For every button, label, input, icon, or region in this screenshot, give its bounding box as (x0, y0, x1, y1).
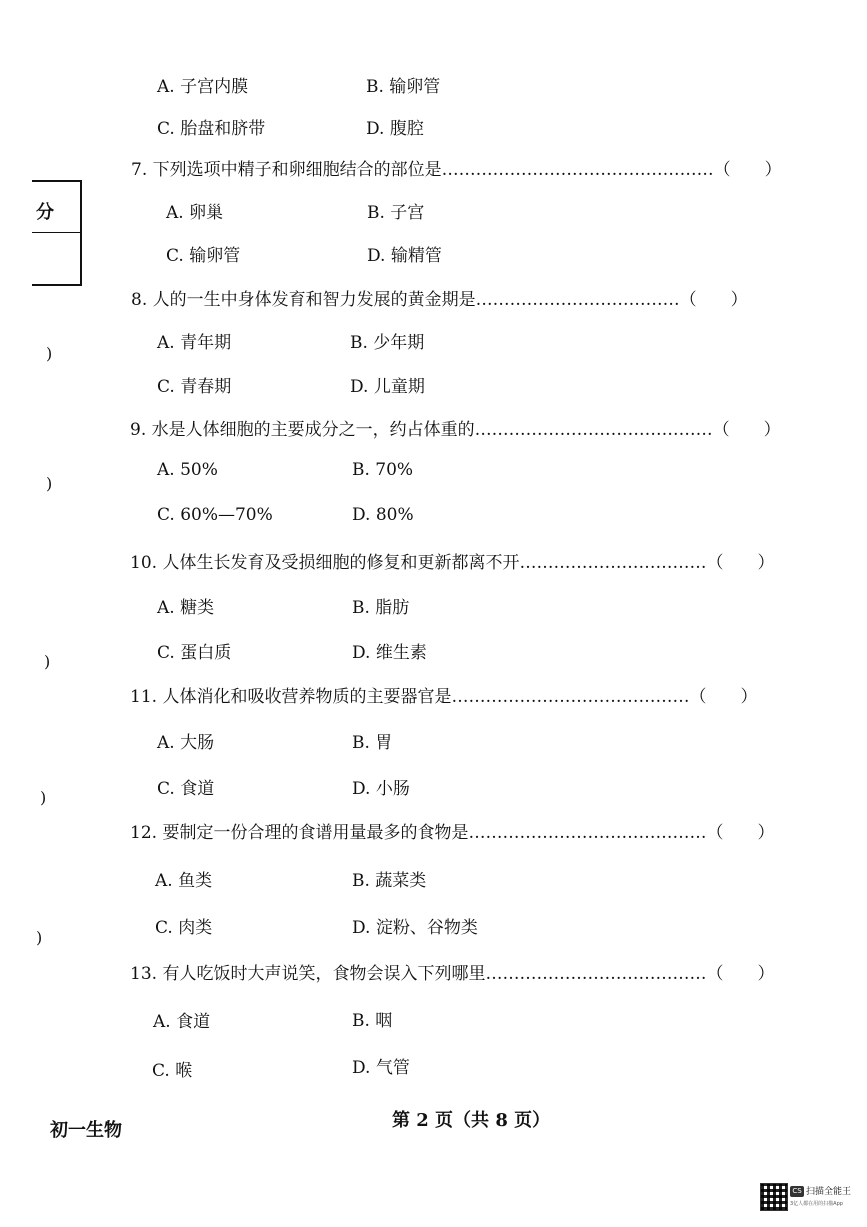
scanner-brand: 扫描全能王 (806, 1187, 852, 1197)
option-11c: C. 食道 (157, 779, 215, 799)
option-12b: B. 蔬菜类 (352, 871, 427, 891)
question-13: 13. 有人吃饭时大声说笑，食物会误入下列哪里…………………………………（ ） (130, 964, 775, 984)
option-8b: B. 少年期 (350, 333, 425, 353)
option-7a: A. 卵巢 (166, 203, 224, 223)
option-7d: D. 输精管 (367, 246, 442, 266)
option-12a: A. 鱼类 (155, 871, 213, 891)
option-13b: B. 咽 (352, 1011, 393, 1031)
option-7c: C. 输卵管 (166, 246, 241, 266)
question-10: 10. 人体生长发育及受损细胞的修复和更新都离不开……………………………（ ） (130, 553, 775, 573)
footer-subject: 初一生物 (50, 1120, 122, 1141)
edge-paren: ) (46, 474, 53, 493)
question-12: 12. 要制定一份合理的食谱用量最多的食物是……………………………………（ ） (130, 823, 775, 843)
score-box (32, 180, 82, 286)
camscanner-logo-icon: CS (790, 1186, 804, 1197)
option-6b: B. 输卵管 (366, 77, 441, 97)
option-12d: D. 淀粉、谷物类 (352, 918, 478, 938)
option-8c: C. 青春期 (157, 377, 232, 397)
qr-code-icon (760, 1183, 788, 1211)
edge-paren: ) (46, 344, 53, 363)
score-box-divider (32, 232, 80, 233)
option-11b: B. 胃 (352, 733, 393, 753)
option-7b: B. 子宫 (367, 203, 425, 223)
option-9b: B. 70% (352, 460, 414, 480)
footer-page-number: 第 2 页（共 8 页） (392, 1110, 551, 1131)
option-10c: C. 蛋白质 (157, 643, 232, 663)
question-11: 11. 人体消化和吸收营养物质的主要器官是……………………………………（ ） (130, 687, 758, 707)
option-12c: C. 肉类 (155, 918, 213, 938)
edge-paren: ) (44, 652, 51, 671)
option-10a: A. 糖类 (157, 598, 215, 618)
option-10d: D. 维生素 (352, 643, 427, 663)
edge-paren: ) (36, 928, 43, 947)
score-box-label: 分 (36, 202, 54, 223)
edge-paren: ) (40, 788, 47, 807)
option-9d: D. 80% (352, 505, 414, 525)
option-9c: C. 60%—70% (157, 505, 273, 525)
option-11a: A. 大肠 (157, 733, 215, 753)
option-13a: A. 食道 (153, 1012, 211, 1032)
option-13c: C. 喉 (152, 1061, 193, 1081)
option-9a: A. 50% (157, 460, 218, 480)
option-6d: D. 腹腔 (366, 119, 424, 139)
option-10b: B. 脂肪 (352, 598, 410, 618)
question-9: 9. 水是人体细胞的主要成分之一，约占体重的……………………………………（ ） (130, 420, 781, 440)
option-6c: C. 胎盘和脐带 (157, 119, 266, 139)
question-8: 8. 人的一生中身体发育和智力发展的黄金期是………………………………（ ） (131, 290, 748, 310)
question-7: 7. 下列选项中精子和卵细胞结合的部位是…………………………………………（ ） (131, 160, 782, 180)
option-8d: D. 儿童期 (350, 377, 425, 397)
option-6a: A. 子宫内膜 (157, 77, 249, 97)
option-11d: D. 小肠 (352, 779, 410, 799)
option-8a: A. 青年期 (157, 333, 232, 353)
scanner-tagline: 3亿人都在用的扫描App (790, 1201, 843, 1207)
option-13d: D. 气管 (352, 1058, 410, 1078)
